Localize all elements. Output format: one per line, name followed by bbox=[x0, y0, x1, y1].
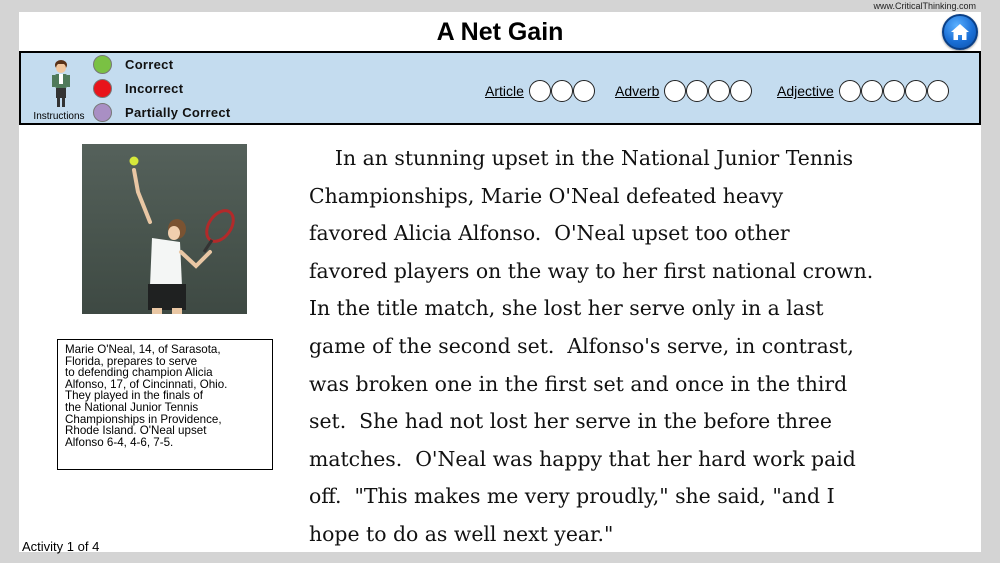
article-line[interactable]: game of the second set. Alfonso's serve, in contrast, bbox=[309, 333, 854, 358]
legend-correct bbox=[93, 53, 173, 75]
instructions-button[interactable] bbox=[27, 57, 91, 121]
correct-dot-icon bbox=[93, 55, 112, 74]
article-text bbox=[309, 140, 959, 554]
score-circle bbox=[905, 80, 927, 102]
article-line[interactable]: In the title match, she lost her serve only in a last bbox=[309, 296, 824, 321]
article-line[interactable]: hope to do as well next year." bbox=[309, 521, 614, 546]
tennis-player-illustration bbox=[82, 144, 247, 314]
score-circle bbox=[927, 80, 949, 102]
toolbar bbox=[19, 51, 981, 125]
score-adverb bbox=[615, 79, 752, 103]
legend-incorrect-label: Incorrect bbox=[125, 80, 184, 96]
page-title: A Net Gain bbox=[436, 18, 564, 46]
legend-correct-label: Correct bbox=[125, 56, 174, 72]
score-circle bbox=[573, 80, 595, 102]
score-circle bbox=[551, 80, 573, 102]
adverb-label[interactable]: Adverb bbox=[615, 83, 660, 99]
home-icon bbox=[950, 22, 970, 42]
legend-incorrect bbox=[93, 77, 183, 99]
adjective-label[interactable]: Adjective bbox=[777, 83, 834, 99]
score-circle bbox=[883, 80, 905, 102]
activity-counter: Activity 1 of 4 bbox=[22, 539, 100, 554]
score-circle bbox=[730, 80, 752, 102]
score-circle bbox=[839, 80, 861, 102]
teacher-icon bbox=[49, 59, 73, 109]
score-circle bbox=[686, 80, 708, 102]
score-article bbox=[485, 79, 595, 103]
article-line[interactable]: In an stunning upset in the National Junior Tennis bbox=[309, 146, 854, 170]
legend-partially-correct bbox=[93, 101, 231, 123]
tennis-player-photo bbox=[82, 144, 247, 314]
partially-correct-dot-icon bbox=[93, 103, 112, 122]
article-line[interactable]: Championships, Marie O'Neal defeated heavy bbox=[309, 183, 784, 208]
home-button[interactable] bbox=[942, 14, 978, 50]
instructions-label: Instructions bbox=[33, 111, 85, 122]
score-circle bbox=[708, 80, 730, 102]
score-adjective bbox=[777, 79, 949, 103]
article-line[interactable]: was broken one in the first set and once in the third bbox=[309, 371, 848, 396]
incorrect-dot-icon bbox=[93, 79, 112, 98]
article-label[interactable]: Article bbox=[485, 83, 524, 99]
photo-caption: Marie O'Neal, 14, of Sarasota, Florida, prepares to serve to defending champion Alicia Alfonso, 17, of Cincinnati, Ohio. They played in the finals of the National Junior Tennis Championships in Providence, Rhode Island. O'Neal upset Alfonso 6-4, 4-6, 7-5. bbox=[57, 339, 273, 470]
article-line[interactable]: off. "This makes me very proudly," she said, "and I bbox=[309, 484, 835, 509]
source-url: www.CriticalThinking.com bbox=[873, 1, 976, 11]
article-line[interactable]: favored players on the way to her first national crown. bbox=[309, 258, 874, 283]
article-line[interactable]: favored Alicia Alfonso. O'Neal upset too other bbox=[309, 221, 790, 246]
article-line[interactable]: set. She had not lost her serve in the before three bbox=[309, 409, 832, 434]
article-line[interactable]: matches. O'Neal was happy that her hard work paid bbox=[309, 446, 856, 471]
score-circle bbox=[861, 80, 883, 102]
score-circle bbox=[529, 80, 551, 102]
score-circle bbox=[664, 80, 686, 102]
legend-partially-correct-label: Partially Correct bbox=[125, 104, 231, 120]
